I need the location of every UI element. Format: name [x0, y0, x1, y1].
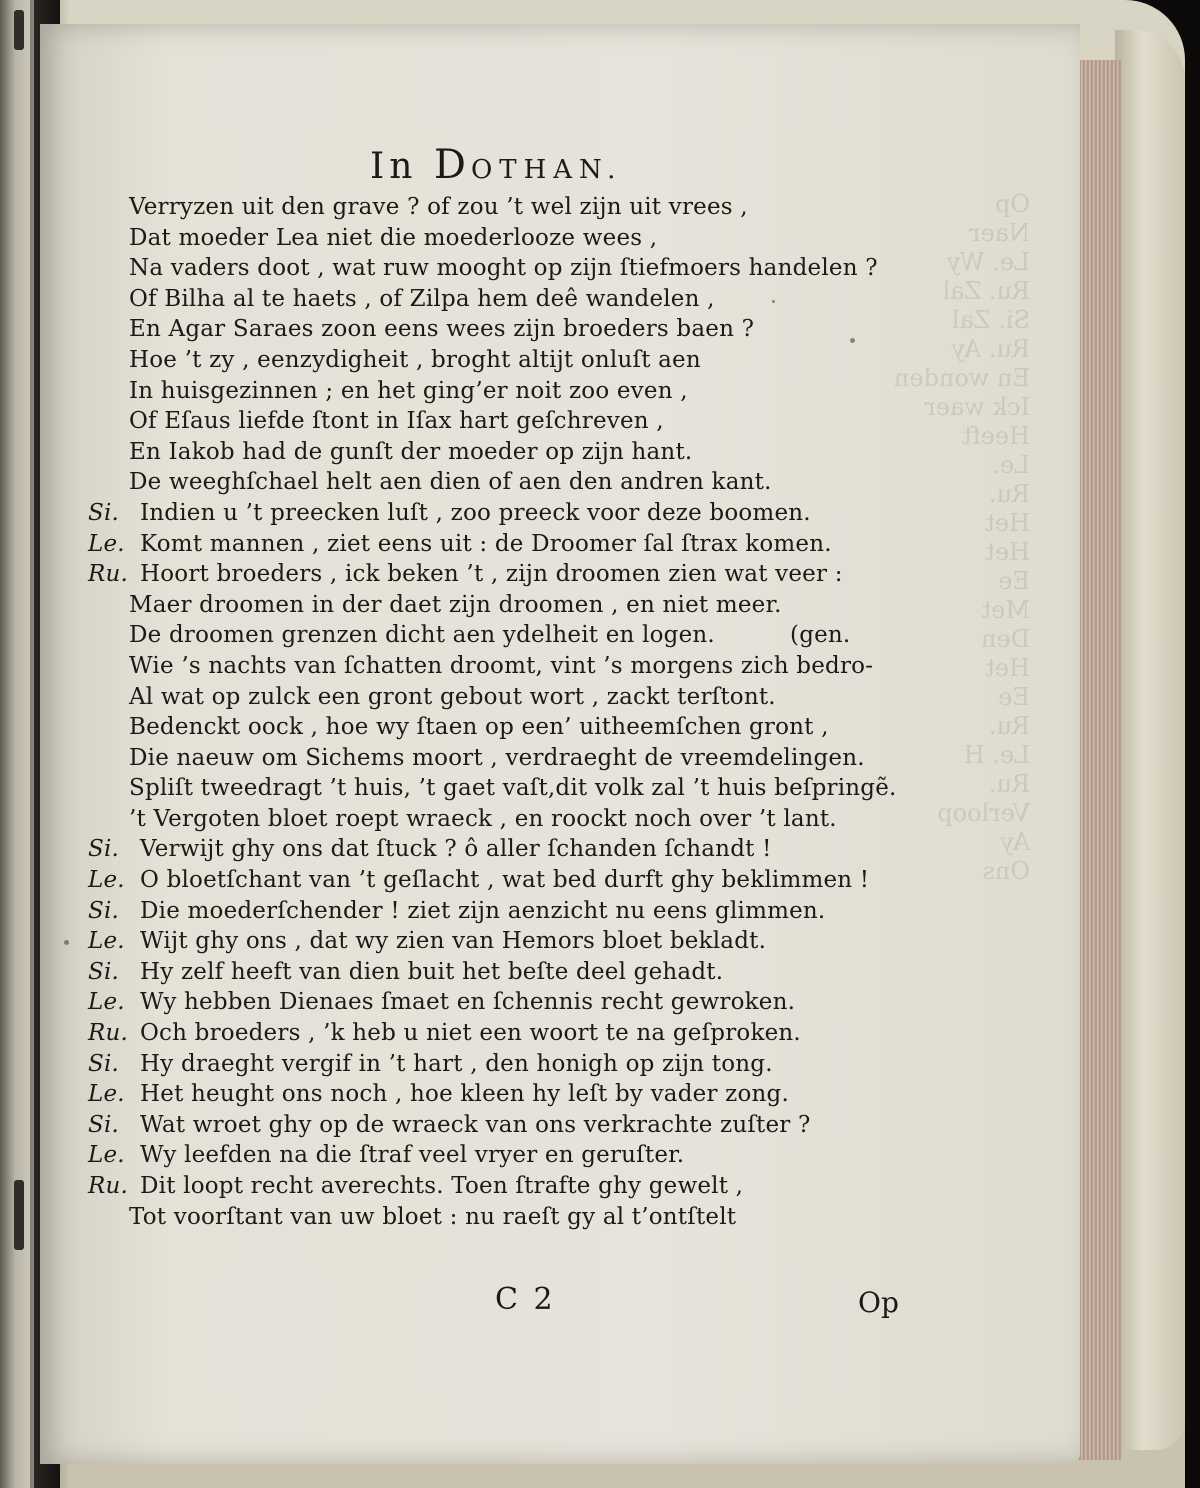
verse-text: Wy leefden na die ſtraf veel vryer en geruſter. — [140, 1142, 685, 1169]
verse-line — [88, 743, 938, 774]
verse-text: Hoe ’t zy , eenzydigheit , broght altijt onluſt aen — [129, 346, 701, 373]
verse-line — [88, 253, 938, 284]
verse-text: Och broeders , ’k heb u niet een woort te na geſproken. — [140, 1020, 801, 1047]
verse-text: De droomen grenzen dicht aen ydelheit en logen. (gen. — [129, 622, 851, 649]
ink-speck — [64, 940, 69, 945]
speaker-label: Si. — [88, 1111, 120, 1138]
speaker-label: Le. — [88, 1142, 125, 1169]
speaker-label: Si. — [88, 897, 120, 924]
verse-line — [88, 437, 938, 468]
signature-mark: C 2 — [495, 1282, 556, 1317]
speaker-label: Ru. — [88, 1020, 129, 1047]
verse-line — [88, 712, 938, 743]
binding-thread — [14, 10, 24, 50]
facing-page-sliver — [0, 0, 34, 1488]
speaker-label: Le. — [88, 989, 125, 1016]
verse-line — [88, 987, 938, 1018]
running-head — [370, 142, 622, 188]
verse-line — [88, 957, 938, 988]
ink-speck — [772, 300, 775, 303]
verse-text: En Agar Saraes zoon eens wees zijn broeders baen ? — [129, 316, 755, 343]
verse-text: Wijt ghy ons , dat wy zien van Hemors bloet bekladt. — [140, 928, 767, 955]
verse-text: Komt mannen , ziet eens uit : de Droomer ſal ſtrax komen. — [140, 530, 832, 557]
show-through-text: Op Naer Le. Wy Ru. Zal Si. Zal Ru. Ay En wonden Ick waer Heeft Le. Ru. Het Het Ee Met Den Het Ee Ru. Le. H Ru. Verloop Ay Ons — [893, 190, 1030, 885]
speaker-label: Si. — [88, 836, 120, 863]
verse-text: Na vaders doot , wat ruw mooght op zijn ſtiefmoers handelen ? — [129, 255, 878, 282]
speaker-label: Ru. — [88, 1173, 129, 1199]
verse-line — [88, 529, 938, 560]
verse-text: En Iakob had de gunſt der moeder op zijn hant. — [129, 438, 693, 465]
verse-line — [88, 1140, 938, 1171]
verse-text: Het heught ons noch , hoe kleen hy leſt by vader zong. — [140, 1081, 789, 1108]
verse-line — [88, 651, 938, 682]
verse-line — [88, 1049, 938, 1080]
verse-line — [88, 926, 938, 957]
verse-text: Indien u ’t preecken luſt , zoo preeck voor deze boomen. — [140, 499, 811, 526]
running-head-d: D — [433, 142, 471, 188]
verse-line — [88, 865, 938, 896]
cover-fore-edge — [1115, 30, 1185, 1450]
speaker-label: Le. — [88, 530, 125, 557]
running-head-initial: In — [370, 146, 418, 187]
speaker-label: Si. — [88, 1050, 120, 1077]
speaker-label: Si. — [88, 958, 120, 985]
verse-line — [88, 498, 938, 529]
verse-text: Hoort broeders , ick beken ’t , zijn droomen zien wat veer : — [140, 561, 843, 588]
verse-line — [88, 284, 938, 315]
verse-text: Hy zelf heeft van dien buit het beſte deel gehadt. — [140, 958, 724, 985]
verse-block — [88, 192, 938, 1232]
verse-line — [88, 559, 938, 590]
verse-line — [88, 1171, 938, 1202]
verse-text: Wy hebben Dienaes ſmaet en ſchennis recht gewroken. — [140, 989, 796, 1016]
verse-line — [88, 1079, 938, 1110]
catchword: Op — [858, 1286, 899, 1319]
verse-line — [88, 804, 938, 835]
verse-text: De weeghſchael helt aen dien of aen den andren kant. — [129, 469, 772, 496]
verse-text: Dat moeder Lea niet die moederlooze wees , — [129, 224, 658, 251]
verse-text: Spliſt tweedragt ’t huis, ’t gaet vaſt,dit volk zal ’t huis beſpringẽ. — [129, 775, 897, 802]
verse-text: Bedenckt oock , hoe wy ſtaen op een’ uitheemſchen gront , — [129, 714, 829, 741]
speaker-label: Si. — [88, 499, 120, 526]
verse-line — [88, 1018, 938, 1049]
verse-text: Maer droomen in der daet zijn droomen , en niet meer. — [129, 591, 782, 618]
verse-text: Of Bilha al te haets , of Zilpa hem deê wandelen , — [129, 285, 715, 312]
verse-line — [88, 1110, 938, 1141]
binding-thread — [14, 1180, 24, 1250]
verse-text: Of Eſaus liefde ſtont in Iſax hart geſchreven , — [129, 408, 664, 435]
verse-text: Verryzen uit den grave ? of zou ’t wel zijn uit vrees , — [129, 194, 748, 220]
verse-line — [88, 590, 938, 621]
verse-text: Wie ’s nachts van ſchatten droomt, vint ’s morgens zich bedro- — [129, 652, 874, 679]
speaker-label: Ru. — [88, 561, 129, 588]
verse-line — [88, 223, 938, 254]
verse-text: In huisgezinnen ; en het ging’er noit zoo even , — [129, 377, 688, 404]
running-head-rest: OTHAN. — [470, 155, 623, 185]
verse-line — [88, 773, 938, 804]
verse-line — [88, 467, 938, 498]
verse-text: Dit loopt recht averechts. Toen ſtrafte ghy gewelt , — [140, 1173, 744, 1199]
verse-line — [88, 620, 938, 651]
speaker-label: Le. — [88, 867, 125, 894]
verse-line — [88, 406, 938, 437]
verse-text: Verwijt ghy ons dat ſtuck ? ô aller ſchanden ſchandt ! — [140, 836, 772, 863]
verse-line — [88, 376, 938, 407]
verse-text: Die naeuw om Sichems moort , verdraeght de vreemdelingen. — [129, 744, 865, 771]
speaker-label: Le. — [88, 928, 125, 955]
verse-line — [88, 1202, 938, 1233]
verse-text: Tot voorſtant van uw bloet : nu raeſt gy al t’ontſtelt — [129, 1203, 737, 1230]
verse-line — [88, 345, 938, 376]
verse-line — [88, 682, 938, 713]
ink-speck — [850, 338, 855, 343]
verse-text: O bloetſchant van ’t geſlacht , wat bed durft ghy beklimmen ! — [140, 867, 870, 894]
verse-text: Die moederſchender ! ziet zijn aenzicht nu eens glimmen. — [140, 897, 826, 924]
verse-line — [88, 834, 938, 865]
verse-text: Hy draeght vergif in ’t hart , den honigh op zijn tong. — [140, 1050, 773, 1077]
verse-text: Al wat op zulck een gront gebout wort , zackt terſtont. — [129, 683, 776, 710]
verse-line — [88, 314, 938, 345]
verse-text: Wat wroet ghy op de wraeck van ons verkrachte zuſter ? — [140, 1111, 811, 1138]
verse-text: ’t Vergoten bloet roept wraeck , en roockt noch over ’t lant. — [129, 805, 837, 832]
verse-line — [88, 192, 938, 223]
speaker-label: Le. — [88, 1081, 125, 1108]
verse-line — [88, 896, 938, 927]
